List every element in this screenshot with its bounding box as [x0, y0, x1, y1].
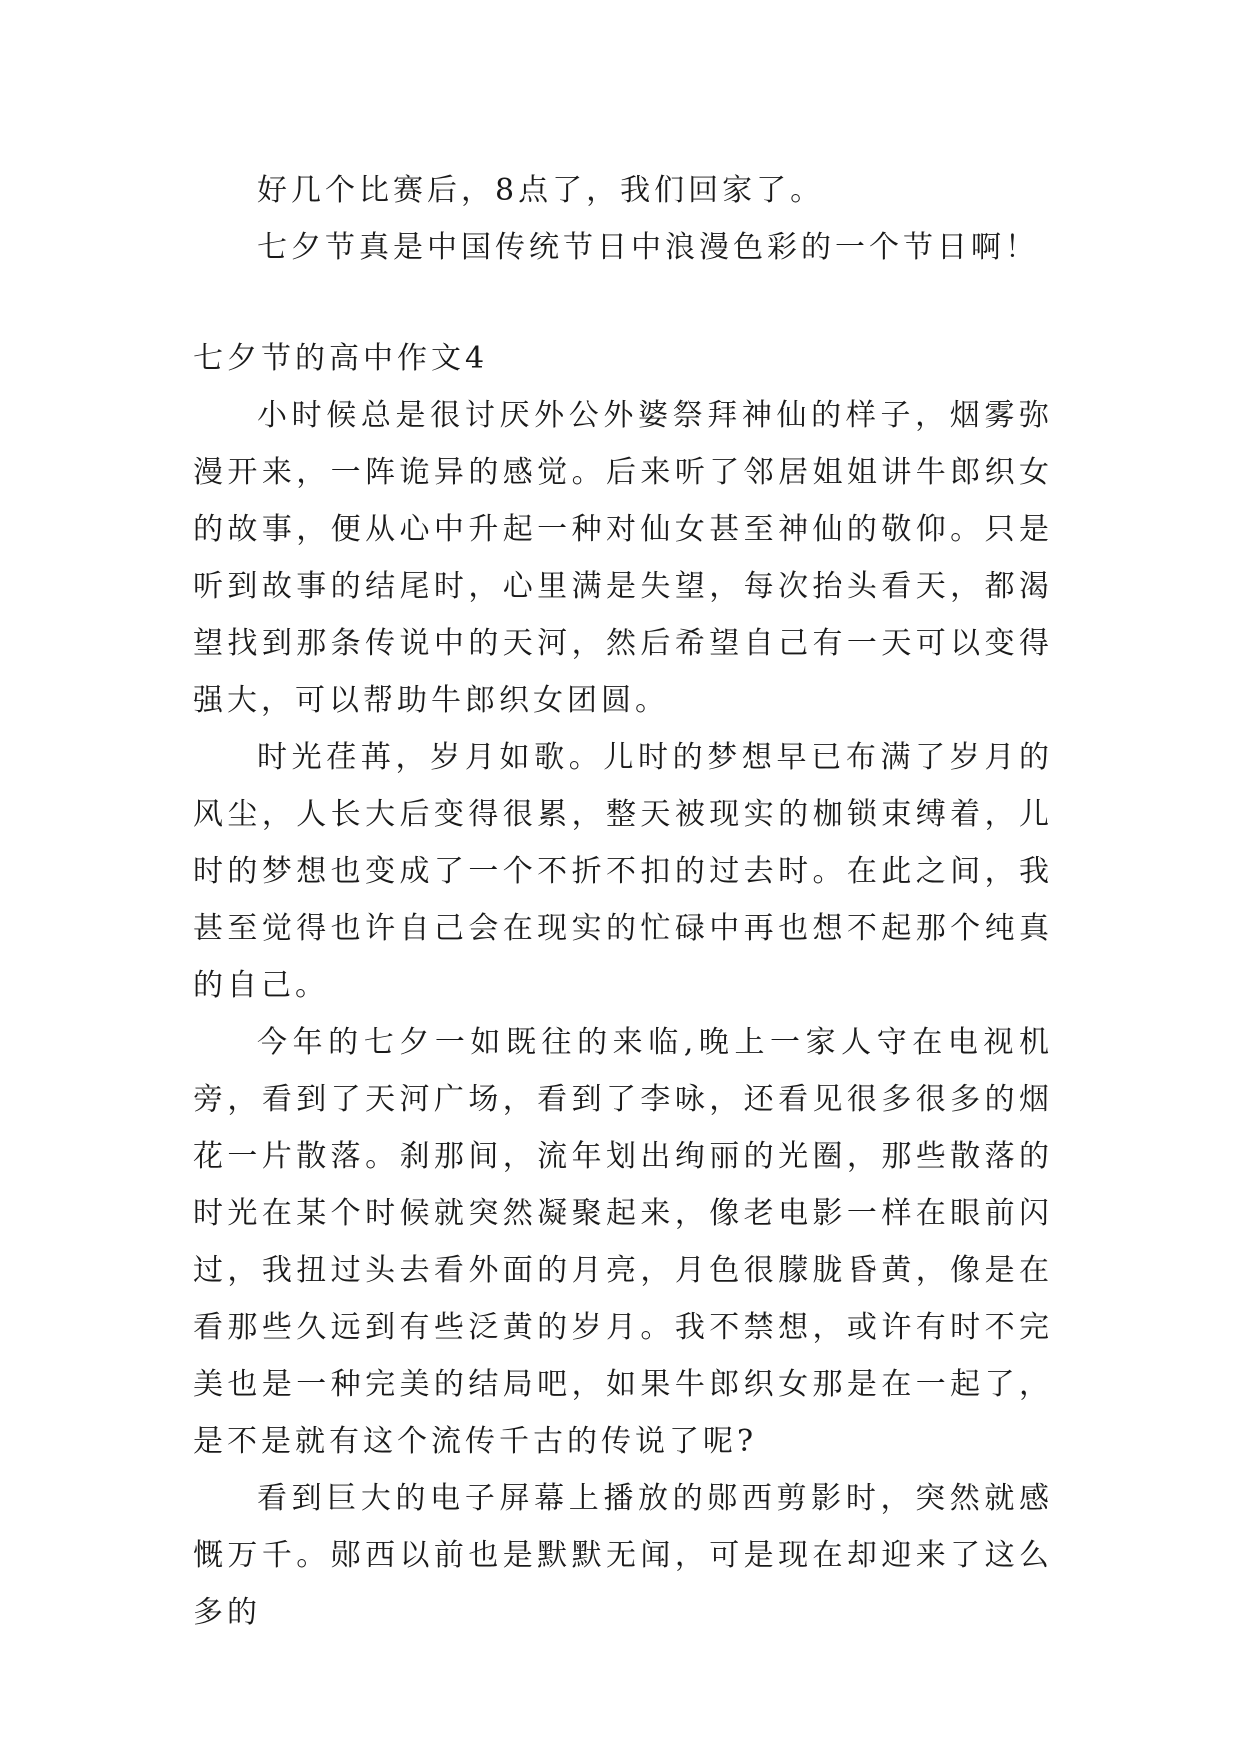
- essay-paragraph: 看到巨大的电子屏幕上播放的郧西剪影时，突然就感慨万千。郧西以前也是默默无闻，可是现在却迎来了这么多的: [193, 1481, 1053, 1630]
- intro-paragraph: 好几个比赛后，8点了，我们回家了。: [257, 173, 825, 208]
- document-body: [193, 162, 1053, 1641]
- essay-paragraph: 今年的七夕一如既往的来临,晚上一家人守在电视机旁，看到了天河广场，看到了李咏，还看见很多很多的烟花一片散落。刹那间，流年划出绚丽的光圈，那些散落的时光在某个时候就突然凝聚起来，像老电影一样在眼前闪过，我扭过头去看外面的月亮，月色很朦胧昏黄，像是在看那些久远到有些泛黄的岁月。我不禁想，或许有时不完美也是一种完美的结局吧，如果牛郎织女那是在一起了，是不是就有这个流传千古的传说了呢?: [193, 1025, 1053, 1459]
- essay-paragraph: 小时候总是很讨厌外公外婆祭拜神仙的样子，烟雾弥漫开来，一阵诡异的感觉。后来听了邻居姐姐讲牛郎织女的故事，便从心中升起一种对仙女甚至神仙的敬仰。只是听到故事的结尾时，心里满是失望，每次抬头看天，都渴望找到那条传说中的天河，然后希望自己有一天可以变得强大，可以帮助牛郎织女团圆。: [193, 398, 1053, 718]
- intro-paragraph: 七夕节真是中国传统节日中浪漫色彩的一个节日啊！: [257, 230, 1039, 265]
- section-title: 七夕节的高中作文4: [193, 341, 489, 376]
- essay-paragraph: 时光荏苒，岁月如歌。儿时的梦想早已布满了岁月的风尘，人长大后变得很累，整天被现实的枷锁束缚着，儿时的梦想也变成了一个不折不扣的过去时。在此之间，我甚至觉得也许自己会在现实的忙碌中再也想不起那个纯真的自己。: [193, 740, 1053, 1003]
